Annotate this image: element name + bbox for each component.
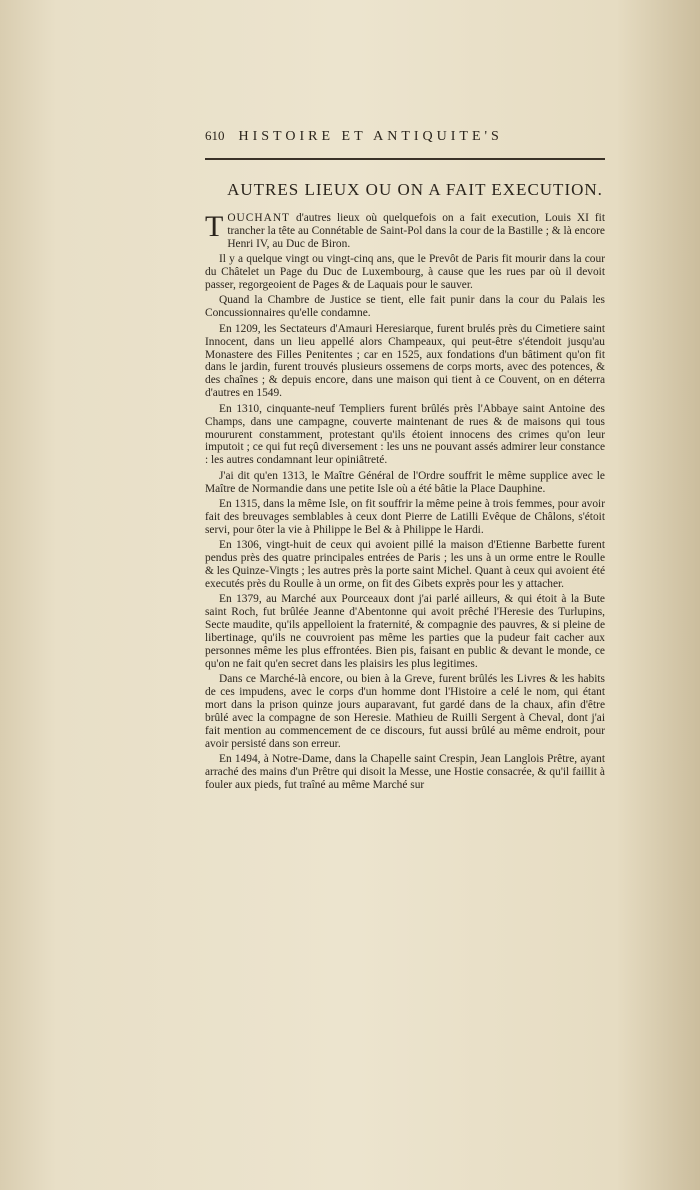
paragraph: J'ai dit qu'en 1313, le Maître Général de l'Ordre souffrit le même supplice avec le Maître de Normandie dans une petite Isle où a été bâtie la Place Dauphine. xyxy=(205,469,605,495)
paragraph: Il y a quelque vingt ou vingt-cinq ans, que le Prevôt de Paris fit mourir dans la cour du Châtelet un Page du Duc de Luxembourg, à cause que les rues par où il devoit passer, regorgeoient de Pages & de Laquais pour le sauver. xyxy=(205,253,605,292)
paragraph: Dans ce Marché-là encore, ou bien à la Greve, furent brûlés les Livres & les habits de ces impudens, avec le corps d'un homme dont l'Histoire a celé le nom, qui étant mort dans la prison quinze jours auparavant, fut gardé dans de la chaux, afin d'être brûlé avec la compagne de son Heresie. Mathieu de Ruilli Sergent à Cheval, dont j'ai fait mention au commencement de ce discours, fut aussi brûlé au même endroit, pour avoir persisté dans son erreur. xyxy=(205,673,605,750)
running-title: HISTOIRE ET ANTIQUITE'S xyxy=(238,129,503,144)
running-header xyxy=(205,128,605,145)
paragraph: Quand la Chambre de Justice se tient, elle fait punir dans la cour du Palais les Concussionnaires qu'elle condamne. xyxy=(205,294,605,320)
paragraph: En 1379, au Marché aux Pourceaux dont j'ai parlé ailleurs, & qui étoit à la Bute saint Roch, fut brûlée Jeanne d'Abentonne qui avoit prêché l'Heresie des Turlupins, Secte maudite, qu'ils appelloient la fraternité, & compagnie des pauvres, & si pleine de libertinage, qu'ils ne couvroient pas même les parties que la pudeur fait cacher aux personnes même les plus effrontées. Bien pis, faisant en public & devant le monde, ce qu'on ne fait qu'en secret dans les plaisirs les plus legitimes. xyxy=(205,593,605,670)
paragraph: En 1315, dans la même Isle, on fit souffrir la même peine à trois femmes, pour avoir fait des breuvages semblables à ceux dont Pierre de Latilli Evêque de Châlons, s'étoit servi, pour ôter la vie à Philippe le Bel & à Philippe le Hardi. xyxy=(205,498,605,536)
page-number: 610 xyxy=(205,128,225,143)
drop-cap: T xyxy=(205,210,224,243)
paragraph xyxy=(205,212,605,251)
chapter-title: AUTRES LIEUX OU ON A FAIT EXECUTION. xyxy=(227,180,603,199)
paragraph: En 1310, cinquante-neuf Templiers furent brûlés près l'Abbaye saint Antoine des Champs, dans une campagne, couverte maintenant de rues & de maisons qui tous moururent constamment, protestant qu'ils étoient innocens des crimes qu'on leur imputoit ; ce qui fut reçû diversement : les uns ne pouvant assés admirer leur constance : les autres condamnant leur opiniâtreté. xyxy=(205,402,605,467)
paragraph: En 1494, à Notre-Dame, dans la Chapelle saint Crespin, Jean Langlois Prêtre, ayant arraché des mains d'un Prêtre qui disoit la Messe, une Hostie consacrée, & qu'il faillit à fouler aux pieds, fut traîné au même Marché sur xyxy=(205,753,605,792)
paragraph: En 1209, les Sectateurs d'Amauri Heresiarque, furent brulés près du Cimetiere saint Innocent, dans un lieu appellé alors Champeaux, qui peut-être s'étendoit jusqu'au Monastere des Filles Penitentes ; car en 1525, aux fondations d'un bâtiment qu'on fit dans le jardin, furent trouvés plusieurs ossemens de corps morts, avec des potences, & des chaînes ; & depuis encore, dans une maison qui tient à ce Couvent, on en déterra d'autres en 1549. xyxy=(205,322,605,400)
lead-word: OUCHANT xyxy=(227,212,291,224)
paragraph: En 1306, vingt-huit de ceux qui avoient pillé la maison d'Etienne Barbette furent pendus près des quatre principales entrées de Paris ; les uns à un orme entre le Roulle & les Quinze-Vingts ; les autres près la porte saint Michel. Quant à ceux qui avoient été executés près du Roulle à un orme, on fit des Gibets exprès pour les y attacher. xyxy=(205,539,605,590)
header-rule xyxy=(205,158,605,160)
paragraph-text: d'autres lieux où quelquefois on a fait execution, Louis XI fit trancher la tête au Connétable de Saint-Pol dans la cour de la Bastille ; & là encore Henri IV, au Duc de Biron. xyxy=(227,212,605,250)
body-text xyxy=(205,212,605,794)
